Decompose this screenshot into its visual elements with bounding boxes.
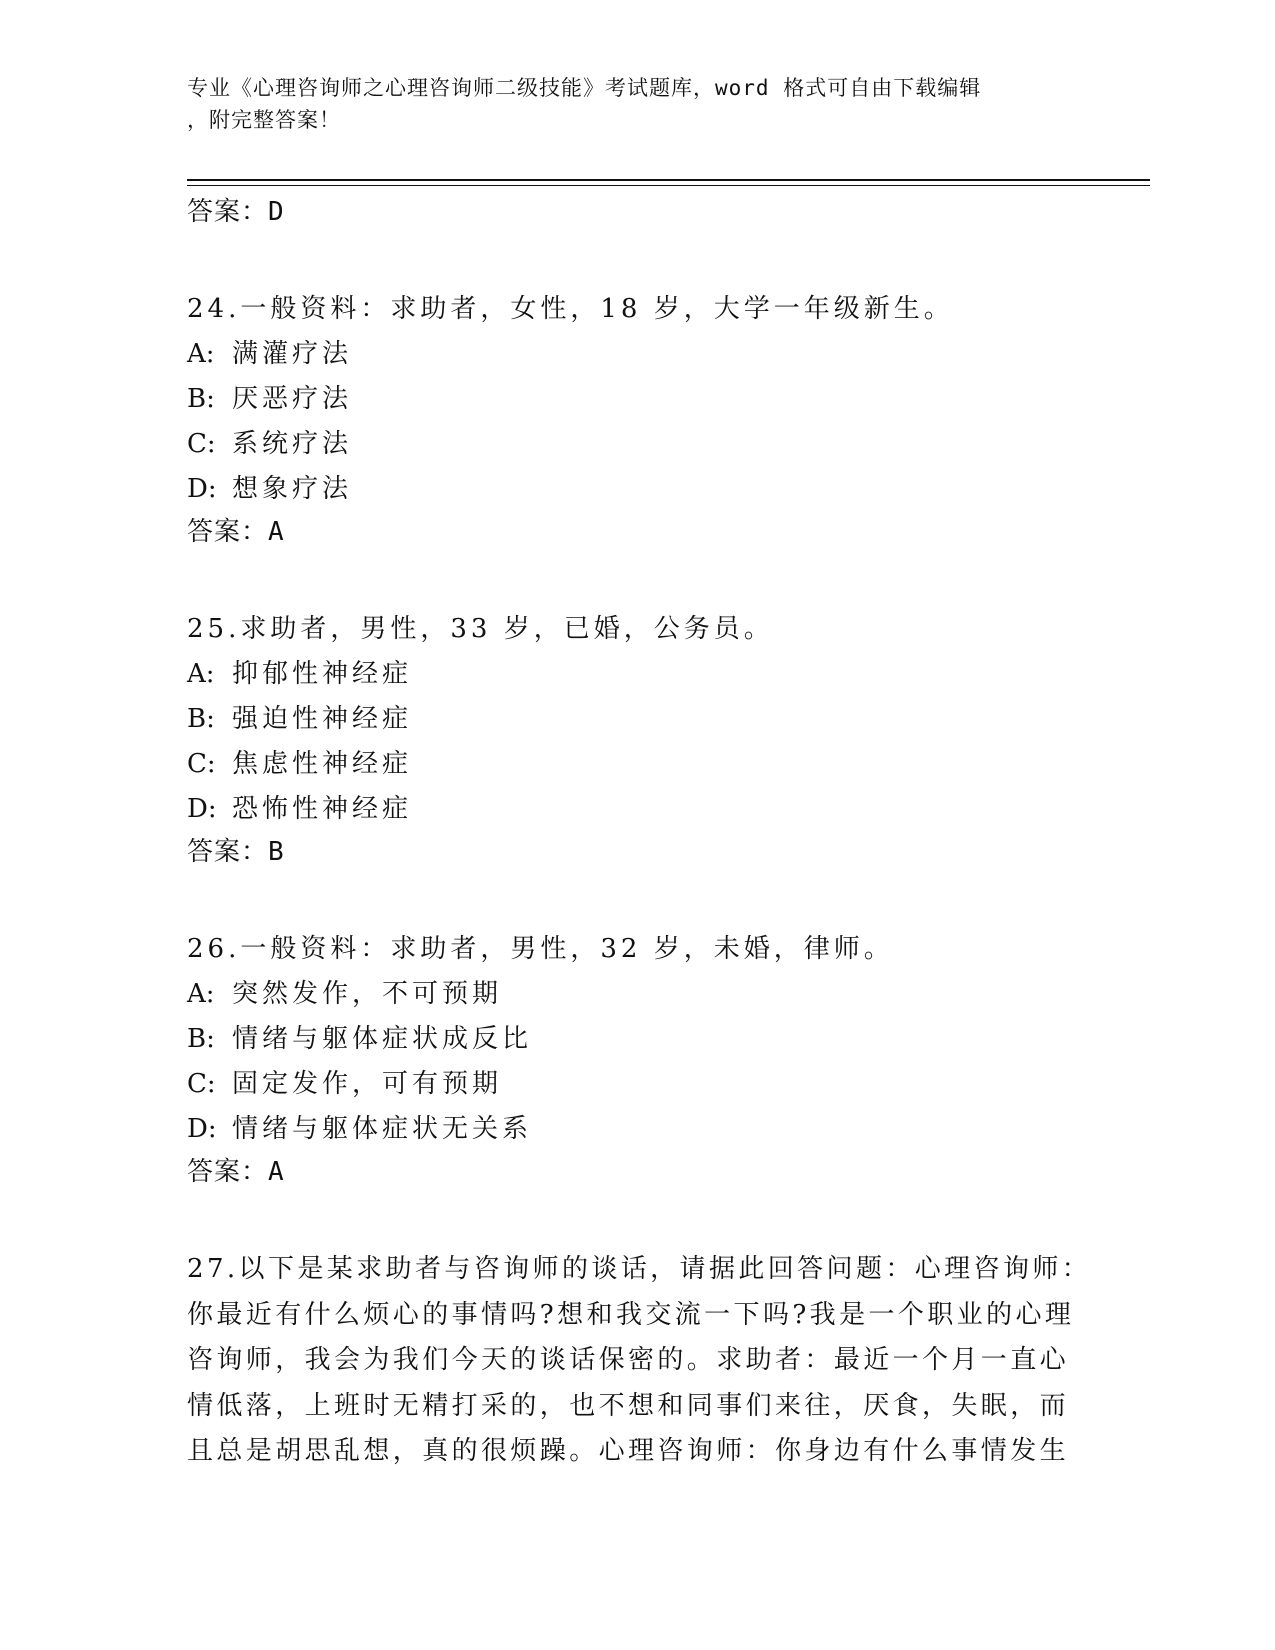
option-a <box>187 332 1067 377</box>
header-rule-thick <box>187 179 1150 181</box>
document-header <box>187 72 1067 136</box>
option-label: D: <box>187 474 217 504</box>
option-text: 突然发作，不可预期 <box>232 979 503 1009</box>
answer-line: 答案：D <box>187 197 285 227</box>
answer-line: 答案：B <box>187 837 285 867</box>
document-body <box>187 192 1092 1475</box>
paragraph-line: 你最近有什么烦心的事情吗?想和我交流一下吗?我是一个职业的心理 <box>187 1299 1075 1330</box>
option-a <box>187 652 1067 697</box>
option-c <box>187 1062 1067 1107</box>
option-d <box>187 467 1067 512</box>
option-label: C: <box>187 749 216 779</box>
header-line-2: ，附完整答案！ <box>187 108 341 132</box>
option-b <box>187 1017 1067 1062</box>
header-line-1: 专业《心理咨询师之心理咨询师二级技能》考试题库，word 格式可自由下载编辑 <box>187 76 982 100</box>
option-text: 厌恶疗法 <box>232 384 353 414</box>
option-b <box>187 377 1067 422</box>
option-label: A: <box>187 979 215 1009</box>
paragraph-line: 且总是胡思乱想，真的很烦躁。心理咨询师：你身边有什么事情发生 <box>187 1436 1070 1466</box>
question-26 <box>187 927 1067 1192</box>
header-rule-thin <box>187 185 1150 186</box>
option-label: B: <box>187 1024 215 1054</box>
option-text: 满灌疗法 <box>232 339 353 369</box>
option-d <box>187 1107 1067 1152</box>
option-d <box>187 787 1067 832</box>
option-b <box>187 697 1067 742</box>
option-label: D: <box>187 794 217 824</box>
question-24 <box>187 287 1067 552</box>
question-stem: 26.一般资料：求助者，男性，32 岁，未婚，律师。 <box>187 934 894 964</box>
option-label: B: <box>187 384 215 414</box>
paragraph-line: 咨询师，我会为我们今天的谈话保密的。求助者：最近一个月一直心 <box>187 1345 1070 1375</box>
option-text: 恐怖性神经症 <box>232 794 413 824</box>
option-text: 情绪与躯体症状无关系 <box>232 1114 533 1144</box>
option-label: C: <box>187 1069 216 1099</box>
option-text: 强迫性神经症 <box>232 704 413 734</box>
question-27 <box>187 1247 1092 1475</box>
option-label: D: <box>187 1114 217 1144</box>
option-text: 想象疗法 <box>232 474 353 504</box>
option-c <box>187 742 1067 787</box>
option-text: 系统疗法 <box>232 429 353 459</box>
option-text: 焦虑性神经症 <box>232 749 413 779</box>
paragraph-line: 27.以下是某求助者与咨询师的谈话，请据此回答问题：心理咨询师： <box>187 1254 1092 1284</box>
answer-line: 答案：A <box>187 1157 285 1187</box>
option-label: C: <box>187 429 216 459</box>
option-label: B: <box>187 704 215 734</box>
paragraph-line: 情低落，上班时无精打采的，也不想和同事们来往，厌食，失眠，而 <box>187 1390 1070 1421</box>
option-text: 固定发作，可有预期 <box>232 1069 503 1099</box>
question-25 <box>187 607 1067 872</box>
option-label: A: <box>187 339 215 369</box>
option-a <box>187 972 1067 1017</box>
option-text: 情绪与躯体症状成反比 <box>232 1024 533 1054</box>
option-c <box>187 422 1067 467</box>
question-stem: 24.一般资料：求助者，女性，18 岁，大学一年级新生。 <box>187 294 954 324</box>
answer-line: 答案：A <box>187 517 285 547</box>
option-label: A: <box>187 659 215 689</box>
question-stem: 25.求助者，男性，33 岁，已婚，公务员。 <box>187 614 774 644</box>
option-text: 抑郁性神经症 <box>232 659 413 689</box>
